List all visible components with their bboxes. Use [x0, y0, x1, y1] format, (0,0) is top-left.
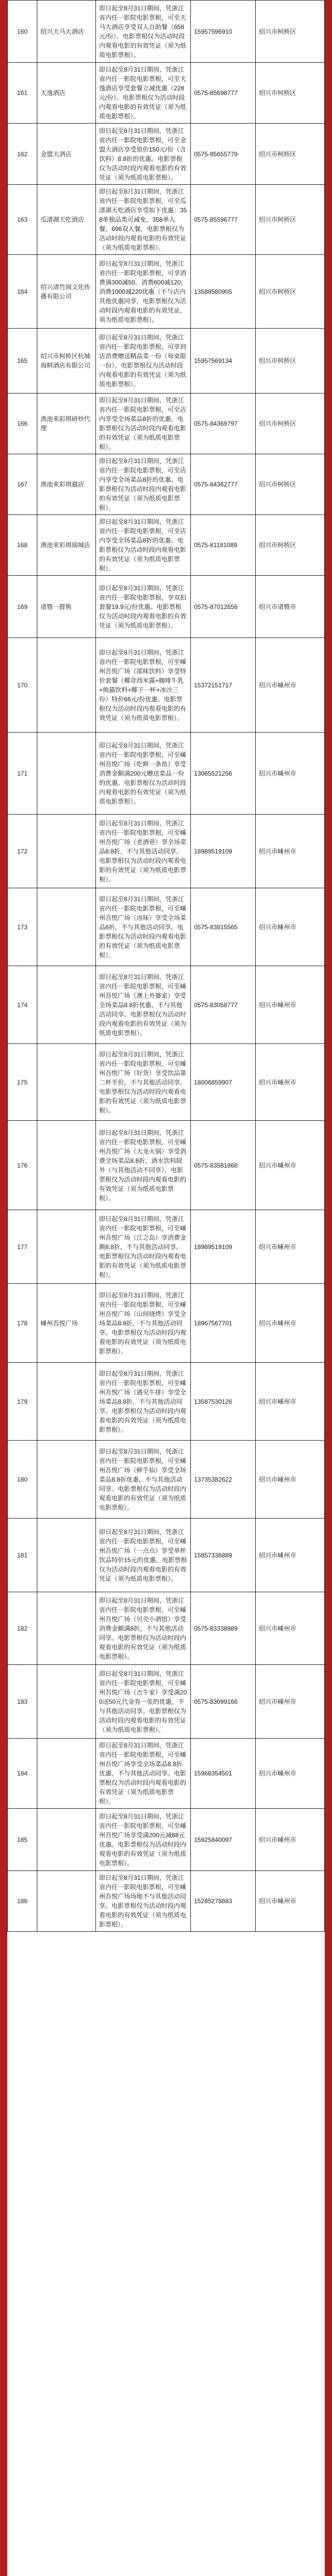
cell-offer: 即日起至8月31日期间，凭浙江省内任一影院电影票根，可至嵊州吾悦广场（贝壳小酒馆）享受消费金额满8折，不与其他活动同享。电影票根仅为活动时段内观看电影的有效凭证（须为纸质电影票根）。 [96, 1592, 191, 1665]
cell-index: 182 [8, 1592, 37, 1665]
cell-phone: 0575-83815565 [191, 888, 256, 966]
cell-area: 绍兴市嵊州市 [256, 733, 325, 815]
cell-area: 绍兴市柯桥区 [256, 515, 325, 576]
cell-offer: 即日起至8月31日期间，凭浙江省内任一影院电影票根，可至嵊州吾悦广场（吉牛家）享受满200送50元代金券一张的优惠，不与其他活动同享。电影票根仅为活动时段内观看电影的有效凭证（须为纸质电影票根）。 [96, 1665, 191, 1739]
cell-area: 绍兴市柯桥区 [256, 454, 325, 515]
table-row [8, 1739, 325, 1809]
table-row [8, 515, 325, 576]
table-row [8, 1, 325, 63]
cell-merchant-name [37, 638, 96, 733]
cell-offer: 即日起至8月31日期间，凭浙江省内任一影院电影票根，可至嵊州吾悦广场享受满200元减88元优惠。电影票根仅为活动时段内观看电影的有效凭证（须为纸质电影票根）。 [96, 1809, 191, 1871]
table-row [8, 1044, 325, 1121]
cell-merchant-name [37, 1871, 96, 1932]
table-row [8, 815, 325, 888]
cell-offer: 即日起至8月31日期间，凭浙江省内任一影院电影票根，可至嵊州吾悦广场（吃鲜一条鱼）享受消费金额满200元赠送菜品一份的优惠。电影票根仅为活动时段内观看电影的有效凭证（须为纸质电影票根）。 [96, 733, 191, 815]
cell-phone: 0575-85596777 [191, 185, 256, 255]
cell-merchant-name [37, 888, 96, 966]
cell-offer: 即日起至8月31日期间，凭浙江省内任一影院电影票根，可至嵊州吾悦广场（大龙火锅）享受消费全场菜品8.8折，酒水饮料除外（与其他活动不同享），电影票根仅为活动时段内观看电影的有效凭证（须为纸质电影票根）。 [96, 1121, 191, 1210]
cell-area: 绍兴市嵊州市 [256, 1044, 325, 1121]
cell-phone: 0575-81181089 [191, 515, 256, 576]
cell-merchant-name [37, 1441, 96, 1519]
table-row [8, 1363, 325, 1441]
cell-index: 161 [8, 63, 37, 124]
cell-area: 绍兴市柯桥区 [256, 329, 325, 394]
cell-phone: 15925840097 [191, 1809, 256, 1871]
cell-area: 绍兴市嵊州市 [256, 1665, 325, 1739]
cell-merchant-name: 瓜渚湖天吃酒店 [37, 185, 96, 255]
table-row [8, 638, 325, 733]
cell-merchant-name: 绍兴天马大酒店 [37, 1, 96, 63]
cell-phone: 15857336889 [191, 1519, 256, 1592]
cell-area: 绍兴市嵊州市 [256, 966, 325, 1044]
cell-offer: 即日起至8月31日期间，凭浙江省内任一影院电影票根，可至嵊州吾悦广场（鲜手仙）享受全场菜品8.8折优惠，不与其他活动同享。电影票根仅为活动时段内观看电影的有效凭证（须为纸质电影票根）。 [96, 1441, 191, 1519]
cell-phone: 0575-83058777 [191, 966, 256, 1044]
table-row [8, 733, 325, 815]
cell-index: 180 [8, 1441, 37, 1519]
cell-index: 170 [8, 638, 37, 733]
cell-offer: 即日起至8月31日期间，凭浙江省内任一影院电影票根，可至嵊州吾悦广场（江之岛）享消费金额8.8折，不与其他活动同享。电影票根仅为活动时段内观看电影的有效凭证（须为纸质电影票根）。 [96, 1210, 191, 1284]
cell-index: 185 [8, 1809, 37, 1871]
cell-index: 174 [8, 966, 37, 1044]
cell-area: 绍兴市诸暨市 [256, 576, 325, 638]
cell-offer: 即日起至8月31日期间，凭浙江省内任一影院电影票根，可至嵊州吾悦广场（遇见牛排）享受全场菜品8.8折，不与其他活动同享。电影票根仅为活动时段内观看电影的有效凭证（须为纸质电影票根）。 [96, 1363, 191, 1441]
cell-merchant-name [37, 1044, 96, 1121]
cell-index: 169 [8, 576, 37, 638]
cell-phone: 15957569134 [191, 329, 256, 394]
cell-offer: 即日起至8月31日期间，凭浙江省内任一影院电影票根，可至嵊州吾悦广场（卤味）享受全场菜品8折，不与其他活动同享。电影票根仅为活动时段内观看电影的有效凭证（须为纸质电影票根）。 [96, 888, 191, 966]
cell-index: 186 [8, 1871, 37, 1932]
cell-offer: 即日起至8月31日期间，凭浙江省内任一影院电影票根，可至天逸酒店享受套餐立减优惠（228元/份）。电影票根仅为活动时段内观看电影的有效凭证（须为纸质电影票根）。 [96, 63, 191, 124]
cell-offer: 即日起至8月31日期间，凭浙江省内任一影院电影票根，可至嵊州吾悦广场（澳上外婆家）享受全场菜品8.8折优惠，不与其他活动同享。电影票根仅为活动时段内观看电影的有效凭证（须为纸质电影票根）。 [96, 966, 191, 1044]
cell-merchant-name [37, 1121, 96, 1210]
cell-offer: 即日起至8月31日期间，凭浙江省内任一影院电影票根，可至嵊州吾悦广场（邵味饮料）享受特价套餐（椰奇西米露+咖啡牛乳+熊猫饮料+椰子一杯+冰沙三份）特价66元/份优惠。电影票根仅为活动时段内观看电影的有效凭证（须为纸质电影票根）。 [96, 638, 191, 733]
cell-offer: 即日起至8月31日期间，凭浙江省内任一影院电影票根，可至天马大酒店享受双人自助餐（658元/份）。电影票根仅为活动时段内观看电影的有效凭证（须为纸质电影票根）。 [96, 1, 191, 63]
cell-phone: 15372151717 [191, 638, 256, 733]
cell-offer: 即日起至8月31日期间，凭浙江省内任一影院电影票根，可享消费满300减50，消费600减120，消费1000减220优惠（不与店内其他优惠同享，电影票根仅为活动时段内观看电影的有效凭证，须为纸质电影票根）。 [96, 255, 191, 329]
cell-merchant-name [37, 1519, 96, 1592]
cell-offer: 即日起至8月31日期间，凭浙江省内任一影院电影票根，可至金盟大酒店享受原价150元/份（含饮料）8.8折的优惠。电影票根仅为活动时段内观看电影的有效凭证（须为纸质电影票根）。 [96, 124, 191, 185]
cell-phone: 13065521256 [191, 733, 256, 815]
cell-index: 173 [8, 888, 37, 966]
cell-phone: 18989519109 [191, 1210, 256, 1284]
cell-merchant-name [37, 815, 96, 888]
cell-index: 172 [8, 815, 37, 888]
cell-offer: 即日起至8月31日期间，凭浙江省内任一影院电影票根，可至店内享受全场菜品8折的优惠。电影票根仅为活动时段内观看电影的有效凭证（须为纸质电影票根）。 [96, 515, 191, 576]
cell-area: 绍兴市柯桥区 [256, 1, 325, 63]
cell-phone: 0575-84362777 [191, 454, 256, 515]
cell-merchant-name: 嵊州吾悦广场 [37, 1284, 96, 1363]
cell-area: 绍兴市柯桥区 [256, 255, 325, 329]
cell-area: 绍兴市嵊州市 [256, 815, 325, 888]
cell-merchant-name [37, 733, 96, 815]
cell-area: 绍兴市嵊州市 [256, 1363, 325, 1441]
page-frame [7, 0, 325, 2576]
cell-index: 162 [8, 124, 37, 185]
cell-area: 绍兴市嵊州市 [256, 1284, 325, 1363]
cell-merchant-name [37, 1665, 96, 1739]
cell-phone: 13735382622 [191, 1441, 256, 1519]
cell-area: 绍兴市嵊州市 [256, 888, 325, 966]
table-row [8, 1871, 325, 1932]
cell-area: 绍兴市嵊州市 [256, 1809, 325, 1871]
cell-merchant-name [37, 1739, 96, 1809]
cell-index: 160 [8, 1, 37, 63]
table-row [8, 124, 325, 185]
cell-phone: 0575-85698777 [191, 63, 256, 124]
cell-offer: 即日起至8月31日期间，凭浙江省内任一影院电影票根，可至嵊州吾悦广场场地不与其他活动同享。电影票根仅为活动时段内观看电影的有效凭证（须为纸质电影票根）。 [96, 1871, 191, 1932]
cell-merchant-name [37, 966, 96, 1044]
cell-offer: 即日起至8月31日期间，凭浙江省内任一影院电影票根，享双拍套餐19.9元/份优惠。电影票根仅为活动时段内观看电影的有效凭证（须为纸质电影票根）。 [96, 576, 191, 638]
cell-phone: 18989519109 [191, 815, 256, 888]
table-row [8, 576, 325, 638]
table-row [8, 63, 325, 124]
cell-area: 绍兴市柯桥区 [256, 63, 325, 124]
cell-phone: 0575-87012656 [191, 576, 256, 638]
table-row [8, 1519, 325, 1592]
cell-merchant-name: 绍兴清竹阁文化传播有限公司 [37, 255, 96, 329]
cell-index: 179 [8, 1363, 37, 1441]
cell-phone: 13587530126 [191, 1363, 256, 1441]
cell-offer: 即日起至8月31日期间，凭浙江省内任一影院电影票根，可至嵊州吾悦广场（一点点）享受单杯饮品特价15元的优惠。电影票根仅为活动时段内观看电影的有效凭证（须为纸质电影票根）。 [96, 1519, 191, 1592]
cell-offer: 即日起至8月31日期间，凭浙江省内任一影院电影票根，可至嵊州吾悦广场（好货）享受饮品第二杯半价，不与其他活动同享。电影票根仅为活动时段内观看电影的有效凭证（须为纸质电影票根）。 [96, 1044, 191, 1121]
cell-area: 绍兴市嵊州市 [256, 1210, 325, 1284]
merchant-table [7, 0, 325, 1932]
table-row [8, 1809, 325, 1871]
cell-offer: 即日起至8月31日期间，凭浙江省内任一影院电影票根，可至店内享受全场菜品8折的优惠。电影票根仅为活动时段内观看电影的有效凭证（须为纸质电影票根）。 [96, 394, 191, 454]
cell-offer: 即日起至8月31日期间，凭浙江省内任一影院电影票根，可享到店消费赠送精品菜一份（每桌限一份）。电影票根仅为活动时段内观看电影的有效凭证（须为纸质电影票根）。 [96, 329, 191, 394]
cell-merchant-name: 天逸酒店 [37, 63, 96, 124]
cell-index: 177 [8, 1210, 37, 1284]
cell-merchant-name: 诸暨一群熊 [37, 576, 96, 638]
cell-index: 183 [8, 1665, 37, 1739]
cell-index: 178 [8, 1284, 37, 1363]
cell-phone: 0575-83338989 [191, 1592, 256, 1665]
table-row [8, 255, 325, 329]
merchant-table-body [8, 1, 325, 1932]
cell-index: 163 [8, 185, 37, 255]
cell-phone: 0575-84369797 [191, 394, 256, 454]
cell-phone: 18006859907 [191, 1044, 256, 1121]
cell-index: 181 [8, 1519, 37, 1592]
table-row [8, 1665, 325, 1739]
table-row [8, 888, 325, 966]
cell-area: 绍兴市嵊州市 [256, 1519, 325, 1592]
cell-area: 绍兴市嵊州市 [256, 1121, 325, 1210]
cell-area: 绍兴市嵊州市 [256, 1592, 325, 1665]
cell-index: 175 [8, 1044, 37, 1121]
cell-merchant-name: 绍兴市柯桥区杭城海鲜酒店有限公司 [37, 329, 96, 394]
cell-merchant-name [37, 1809, 96, 1871]
cell-area: 绍兴市嵊州市 [256, 1441, 325, 1519]
cell-index: 184 [8, 1739, 37, 1809]
cell-index: 166 [8, 394, 37, 454]
cell-area: 绍兴市嵊州市 [256, 1739, 325, 1809]
cell-area: 绍兴市柯桥区 [256, 124, 325, 185]
cell-phone: 18967567701 [191, 1284, 256, 1363]
table-row [8, 454, 325, 515]
table-row [8, 329, 325, 394]
cell-offer: 即日起至8月31日期间，凭浙江省内任一影院电影票根，可至瓜渚湖天吃酒店享受如下优惠：358单独品类可减免，358单人餐、696双人餐，电影票根仅为活动时段内观看电影的有效凭证（须为纸质电影票根）。 [96, 185, 191, 255]
table-row [8, 1121, 325, 1210]
cell-phone: 13588580905 [191, 255, 256, 329]
cell-phone: 15968354501 [191, 1739, 256, 1809]
cell-phone: 0575-85655779 [191, 124, 256, 185]
cell-phone: 15285278883 [191, 1871, 256, 1932]
cell-merchant-name: 渔池来彩琪瑞城店 [37, 515, 96, 576]
cell-area: 绍兴市柯桥区 [256, 185, 325, 255]
table-row [8, 185, 325, 255]
cell-phone: 15957596910 [191, 1, 256, 63]
cell-index: 164 [8, 255, 37, 329]
cell-offer: 即日起至8月31日期间，凭浙江省内任一影院电影票根，可至店内享受全场菜品8折的优惠。电影票根仅为活动时段内观看电影的有效凭证（须为纸质电影票根）。 [96, 454, 191, 515]
cell-merchant-name: 渔池来彩琪研炒代理 [37, 394, 96, 454]
cell-index: 176 [8, 1121, 37, 1210]
cell-area: 绍兴市柯桥区 [256, 394, 325, 454]
table-row [8, 1210, 325, 1284]
table-row [8, 966, 325, 1044]
cell-index: 165 [8, 329, 37, 394]
table-row [8, 1284, 325, 1363]
cell-offer: 即日起至8月31日期间，凭浙江省内任一影院电影票根，可至嵊州吾悦广场（山间烧烤）享受全场菜品8.8折，不与其他活动同享。电影票根仅为活动时段内观看电影的有效凭证（须为纸质电影票根）。 [96, 1284, 191, 1363]
cell-index: 167 [8, 454, 37, 515]
cell-offer: 即日起至8月31日期间，凭浙江省内任一影院电影票根，可至嵊州吾悦广场享受全场菜品8.8折优惠，不与其他活动同享。电影票根仅为活动时段内观看电影的有效凭证（须为纸质电影票根）。 [96, 1739, 191, 1809]
cell-index: 168 [8, 515, 37, 576]
cell-merchant-name [37, 1592, 96, 1665]
cell-area: 绍兴市嵊州市 [256, 638, 325, 733]
cell-phone: 0575-83581868 [191, 1121, 256, 1210]
table-row [8, 394, 325, 454]
table-row [8, 1441, 325, 1519]
cell-merchant-name: 金盟大酒店 [37, 124, 96, 185]
cell-merchant-name [37, 1210, 96, 1284]
table-row [8, 1592, 325, 1665]
cell-phone: 0575-83099166 [191, 1665, 256, 1739]
cell-offer: 即日起至8月31日期间，凭浙江省内任一影院电影票根，可至嵊州吾悦广场（老酒巷）享全场菜品8.8折，不与其他活动同享。电影票根仅为活动时段内观看电影的有效凭证（须为纸质电影票根）。 [96, 815, 191, 888]
cell-merchant-name: 渔池来彩琪越店 [37, 454, 96, 515]
cell-merchant-name [37, 1363, 96, 1441]
cell-area: 绍兴市嵊州市 [256, 1871, 325, 1932]
cell-index: 171 [8, 733, 37, 815]
